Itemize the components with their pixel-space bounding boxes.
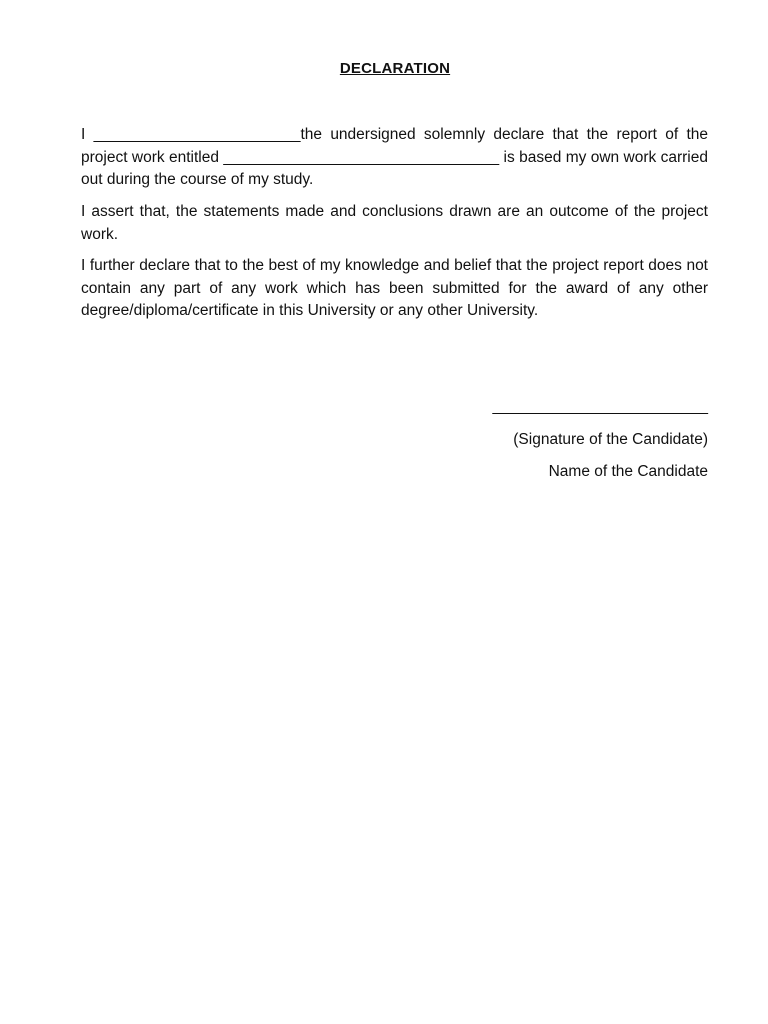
declaration-paragraph-3: I further declare that to the best of my knowledge and belief that the project report does not contain any part of any work which has been submitted for the award of any other degree/diploma/certificate in this University or any other University.	[81, 257, 708, 319]
signature-caption: (Signature of the Candidate)	[513, 431, 708, 448]
declaration-title: DECLARATION	[339, 60, 451, 77]
declaration-paragraph-1: I ________________________the undersigned solemnly declare that the report of the project work entitled ________________________________ is based my own work carried out during the course of my study.	[81, 126, 708, 188]
signature-block	[468, 397, 708, 482]
signature-line: _________________________	[492, 398, 708, 415]
candidate-name-caption: Name of the Candidate	[548, 463, 708, 480]
declaration-paragraph-2: I assert that, the statements made and conclusions drawn are an outcome of the project work.	[81, 203, 708, 243]
